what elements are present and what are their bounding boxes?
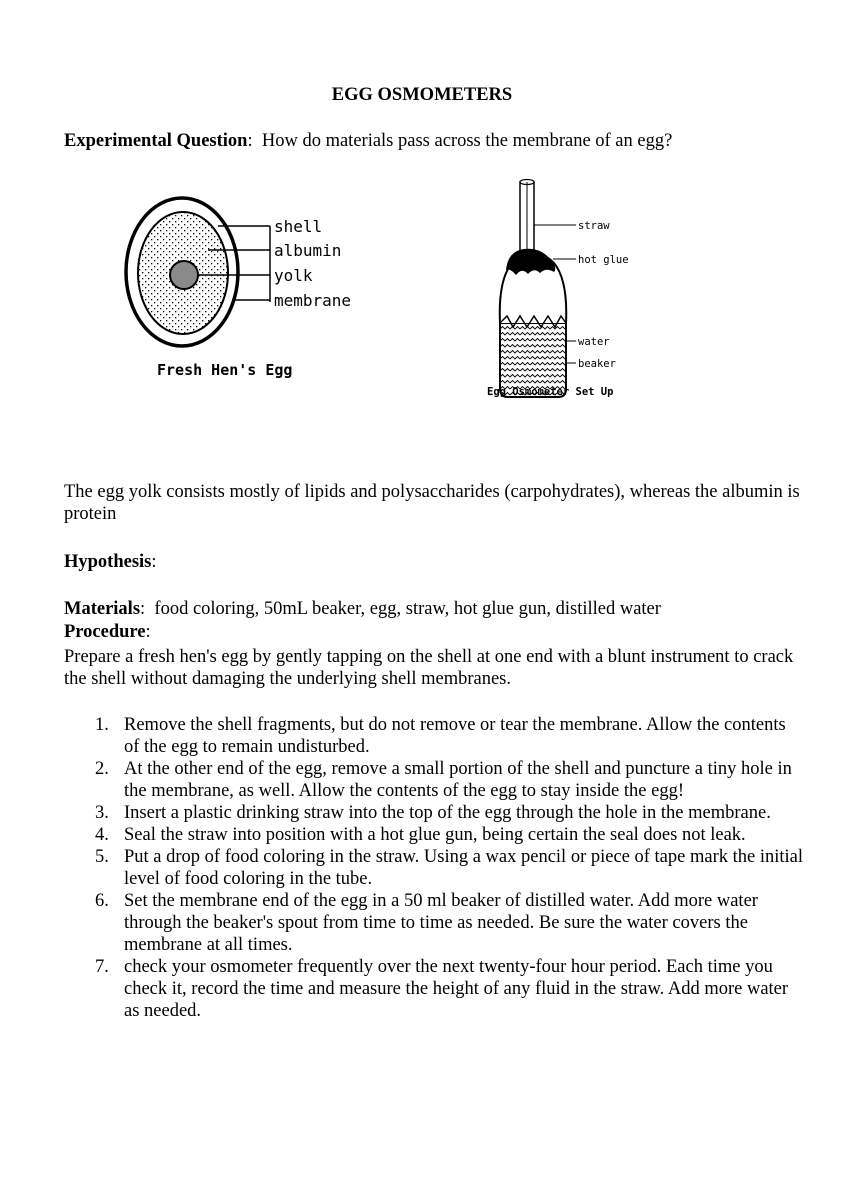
materials-text: food coloring, 50mL beaker, egg, straw, hot glue gun, distilled water <box>154 599 661 619</box>
hypothesis-label: Hypothesis <box>64 552 152 572</box>
label-membrane: membrane <box>274 291 352 310</box>
label-beaker: beaker <box>578 358 616 370</box>
list-item: 2. At the other end of the egg, remove a small portion of the shell and puncture a tiny hole in the membrane, as well. Allow the contents of the egg to stay inside the egg! <box>95 759 792 801</box>
list-item: 3. Insert a plastic drinking straw into the top of the egg through the hole in the membrane. <box>95 803 771 823</box>
label-straw: straw <box>578 220 610 232</box>
list-item: 6. Set the membrane end of the egg in a 50 ml beaker of distilled water. Add more water through the beaker's spout from time to time as needed. Be sure the water covers the membrane at all times. <box>95 891 758 955</box>
procedure-steps <box>64 714 804 1022</box>
list-item: 5. Put a drop of food coloring in the straw. Using a wax pencil or piece of tape mark the initial level of food coloring in the tube. <box>95 847 803 889</box>
materials: Materials: food coloring, 50mL beaker, egg, straw, hot glue gun, distilled water <box>64 599 661 619</box>
hypothesis: Hypothesis: <box>64 552 157 572</box>
question-text: How do materials pass across the membrane of an egg? <box>261 131 673 151</box>
label-water: water <box>578 336 610 348</box>
fresh-egg-diagram <box>120 190 380 390</box>
list-item: 7. check your osmometer frequently over the next twenty-four hour period. Each time you check it, record the time and measure the height of any fluid in the straw. Add more water as needed. <box>95 957 789 1021</box>
osmometer-caption-text: Egg Osmometer Set Up <box>487 386 614 398</box>
yolk-description: The egg yolk consists mostly of lipids and polysaccharides (carpohydrates), whereas the albumin is protein <box>64 482 800 524</box>
procedure: Procedure: <box>64 622 151 642</box>
procedure-label: Procedure <box>64 622 146 642</box>
label-hot-glue: hot glue <box>578 254 629 266</box>
label-shell: shell <box>274 217 323 236</box>
materials-label: Materials <box>64 599 141 619</box>
page-title: EGG OSMOMETERS <box>331 85 513 105</box>
procedure-intro: Prepare a fresh hen's egg by gently tapping on the shell at one end with a blunt instrument to crack the shell without damaging the underlying shell membranes. <box>64 647 794 689</box>
list-item: 1. Remove the shell fragments, but do not remove or tear the membrane. Allow the contents of the egg to remain undisturbed. <box>95 715 786 757</box>
label-albumin: albumin <box>274 241 342 260</box>
egg-yolk <box>170 261 198 289</box>
question-label: Experimental Question <box>64 131 248 151</box>
experimental-question: Experimental Question: How do materials pass across the membrane of an egg? <box>64 131 673 151</box>
list-item: 4. Seal the straw into position with a hot glue gun, being certain the seal does not leak. <box>95 825 746 845</box>
osmometer-diagram <box>480 175 650 410</box>
label-yolk: yolk <box>274 266 313 285</box>
fresh-egg-caption: Fresh Hen's Egg <box>157 361 293 379</box>
